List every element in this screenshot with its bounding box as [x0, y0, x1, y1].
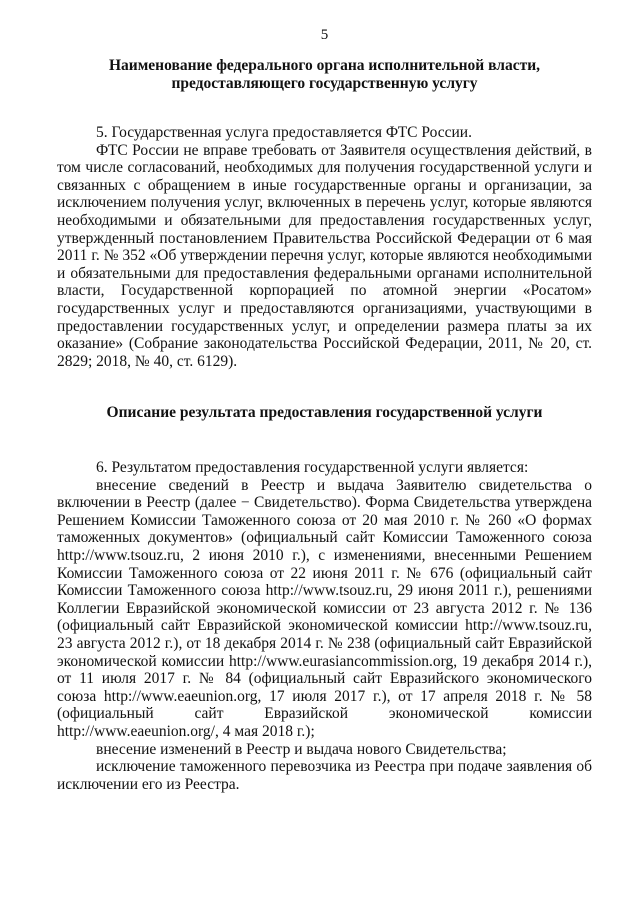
heading-line: предоставляющего государственную услугу	[171, 75, 478, 92]
paragraph-fts-restrictions: ФТС России не вправе требовать от Заявителя осуществления действий, в том числе согласований, необходимых для получения государственной услуги и связанных с обращением в иные государственные органы и организации, за исключением получения услуг, включенных в перечень услуг, которые являются необходимыми и обязательными для предоставления государственных услуг, утвержденный постановлением Правительства Российской Федерации от 6 мая 2011 г. № 352 «Об утверждении перечня услуг, которые являются необходимыми и обязательными для предоставления федеральными органами исполнительной власти, Государственной корпорацией по атомной энергии «Росатом» государственных услуг и предоставляются организациями, участвующими в предоставлении государственных услуг, и определении размера платы за их оказание» (Собрание законодательства Российской Федерации, 2011, № 20, ст. 2829; 2018, № 40, ст. 6129).	[57, 141, 592, 370]
paragraph-registry-entry: внесение сведений в Реестр и выдача Заявителю свидетельства о включении в Реестр (далее − Свидетельство). Форма Свидетельства утверждена Решением Комиссии Таможенного союза от 20 мая 2010 г. № 260 «О формах таможенных документов» (официальный сайт Комиссии Таможенного союза http://www.tsouz.ru, 2 июня 2010 г.), с изменениями, внесенными Решением Комиссии Таможенного союза от 22 июня 2011 г. № 676 (официальный сайт Комиссии Таможенного союза http://www.tsouz.ru, 29 июня 2011 г.), решениями Коллегии Евразийской экономической комиссии от 23 августа 2012 г. № 136 (официальный сайт Евразийской экономической комиссии http://www.tsouz.ru, 23 августа 2012 г.), от 18 декабря 2014 г. № 238 (официальный сайт Евразийской экономической комиссии http://www.eurasiancommission.org, 19 декабря 2014 г.), от 11 июля 2017 г. № 84 (официальный сайт Евразийского экономического союза http://www.eaeunion.org, 17 июля 2017 г.), от 17 апреля 2018 г. № 58 (официальный сайт Евразийской экономической комиссии http://www.eaeunion.org/, 4 мая 2018 г.);	[57, 476, 592, 740]
section-federal-body	[57, 124, 592, 370]
section-heading-federal-body	[57, 57, 592, 93]
section-heading-result: Описание результата предоставления государственной услуги	[106, 404, 543, 421]
heading-line: Наименование федерального органа исполнительной власти,	[108, 57, 541, 74]
paragraph-5: 5. Государственная услуга предоставляется ФТС России.	[96, 124, 472, 141]
paragraph-registry-changes: внесение изменений в Реестр и выдача нового Свидетельства;	[96, 740, 507, 758]
section-result	[57, 459, 592, 793]
page-number: 5	[320, 27, 329, 43]
paragraph-6: 6. Результатом предоставления государственной услуги является:	[96, 459, 529, 476]
paragraph-registry-exclusion: исключение таможенного перевозчика из Реестра при подаче заявления об исключении его из Реестра.	[57, 758, 592, 793]
